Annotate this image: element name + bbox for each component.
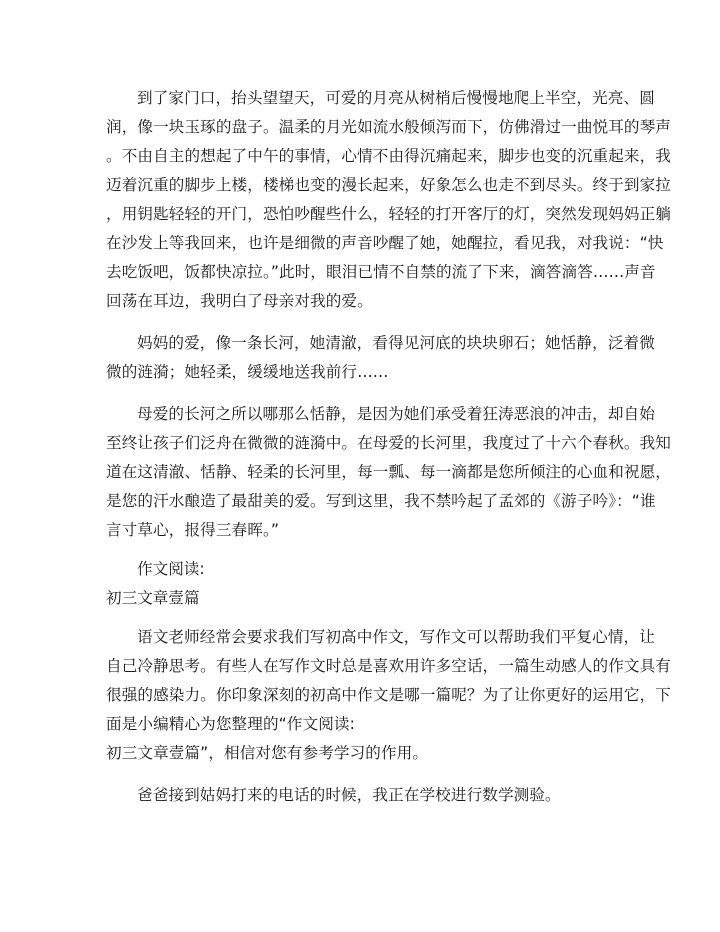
paragraph-mothers-love [106, 400, 671, 545]
text-line: ，用钥匙轻轻的开门，恐怕吵醒些什么，轻轻的打开客厅的灯，突然发现妈妈正躺 [106, 205, 671, 223]
section-label: 作文阅读: [137, 560, 205, 578]
text-line: 是您的汗水酿造了最甜美的爱。写到这里，我不禁吟起了孟郊的《游子吟》：“谁 [106, 492, 656, 510]
document-body [106, 84, 671, 810]
text-line: 妈妈的爱，像一条长河，她清澈，看得见河底的块块卵石；她恬静，泛着微 [137, 334, 655, 352]
paragraph-moonlight [106, 84, 671, 316]
text-line: 语文老师经常会要求我们写初高中作文，写作文可以帮助我们平复心情，让 [137, 628, 655, 646]
text-line: 爸爸接到姑妈打来的电话的时候，我正在学校进行数学测验。 [137, 786, 561, 804]
text-line: 迈着沉重的脚步上楼，楼梯也变的漫长起来，好象怎么也走不到尽头。终于到家拉 [106, 176, 671, 194]
text-line: 道在这清澈、恬静、轻柔的长河里，每一瓢、每一滴都是您所倾注的心血和祝愿， [106, 463, 671, 481]
text-line: 在沙发上等我回来，也许是细微的声音吵醒了她，她醒拉，看见我，对我说：“快 [106, 234, 664, 252]
paragraph-river [106, 329, 655, 387]
text-line: 很强的感染力。你印象深刻的初高中作文是哪一篇呢？为了让你更好的运用它，下 [106, 686, 671, 704]
text-line: 初三文章壹篇”，相信对您有参考学习的作用。 [106, 744, 429, 762]
text-line: 回荡在耳边，我明白了母亲对我的爱。 [106, 292, 373, 310]
text-line: 母爱的长河之所以哪那么恬静，是因为她们承受着狂涛恶浪的冲击，却自始 [137, 405, 655, 423]
text-line: 言寸草心，报得三春晖。” [106, 521, 280, 539]
text-line: 至终让孩子们泛舟在微微的涟漪中。在母爱的长河里，我度过了十六个春秋。我知 [106, 434, 671, 452]
section-title: 初三文章壹篇 [106, 589, 200, 607]
text-line: 。不由自主的想起了中午的事情，心情不由得沉痛起来，脚步也变的沉重起来，我 [106, 147, 671, 165]
text-line: 到了家门口，抬头望望天，可爱的月亮从树梢后慢慢地爬上半空，光亮、圆 [137, 89, 655, 107]
text-line: 面是小编精心为您整理的“作文阅读: [106, 715, 355, 733]
paragraph-phone-call [106, 781, 618, 810]
text-line: 润，像一块玉琢的盘子。温柔的月光如流水般倾泻而下，仿佛滑过一曲悦耳的琴声 [106, 118, 671, 136]
text-line: 微的涟漪；她轻柔，缓缓地送我前行…… [106, 363, 389, 381]
text-line: 自己冷静思考。有些人在写作文时总是喜欢用许多空话，一篇生动感人的作文具有 [106, 657, 671, 675]
paragraph-intro [106, 623, 671, 768]
text-line: 去吃饭吧，饭都快凉拉。”此时，眼泪已情不自禁的流了下来，滴答滴答……声音 [106, 263, 656, 281]
